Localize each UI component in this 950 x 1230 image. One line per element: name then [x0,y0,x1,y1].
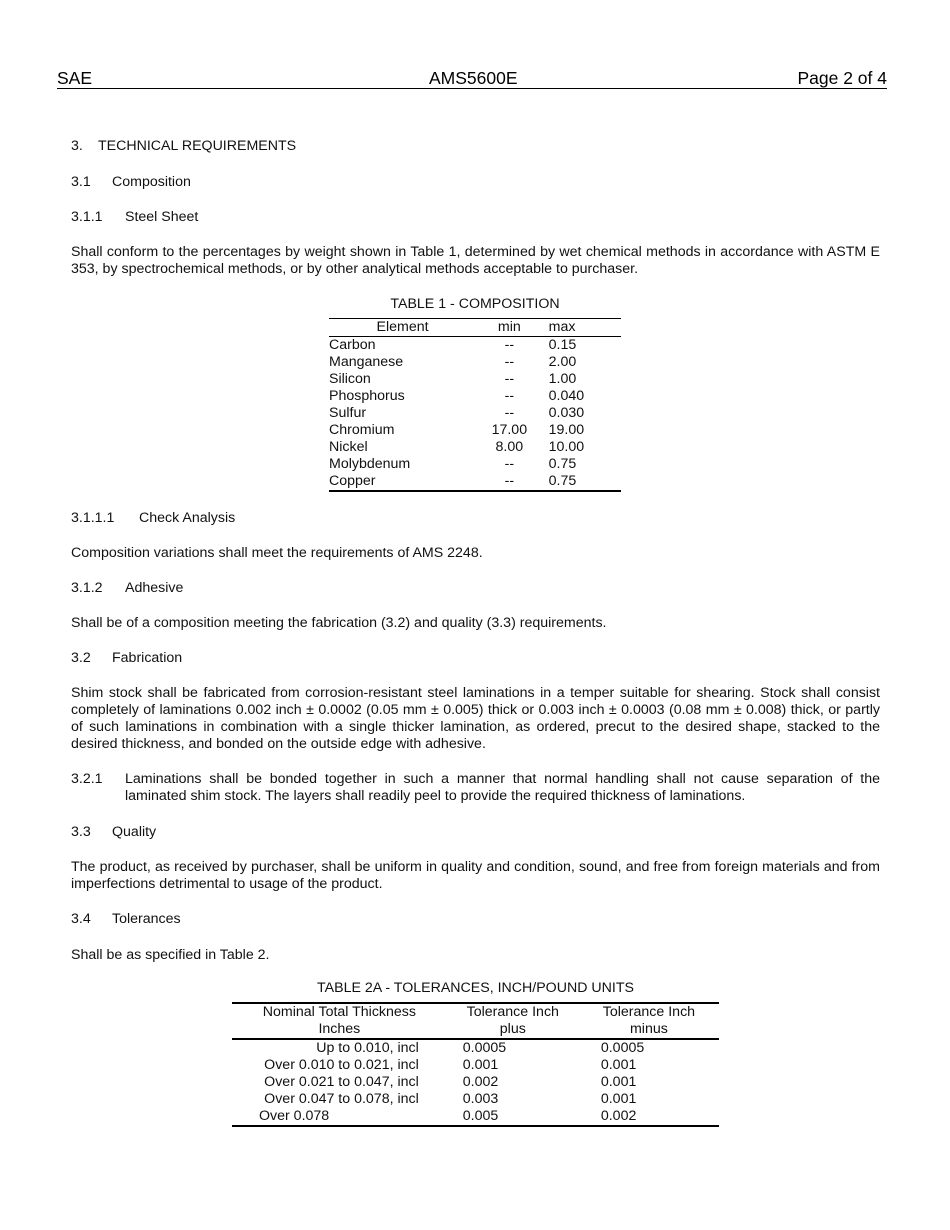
table-row [329,337,621,355]
cell-element: Silicon [329,371,371,387]
cell-minus: 0.001 [600,1091,637,1107]
cell-min: -- [504,456,515,472]
section-3-1-2-text: Shall be of a composition meeting the fabrication (3.2) and quality (3.3) requirements. [71,615,607,631]
table-row [329,456,621,473]
section-title: Composition [112,174,191,190]
table-row [329,354,621,371]
table-header-row [232,1003,719,1039]
table-row [329,371,621,388]
cell-plus: 0.005 [462,1108,499,1124]
table-row [329,473,621,491]
table-row [232,1091,719,1108]
section-title: TECHNICAL REQUIREMENTS [98,138,297,154]
table-2a-caption: TABLE 2A - TOLERANCES, INCH/POUND UNITS [317,980,634,996]
composition-table [329,318,621,492]
cell-min: 17.00 [491,422,528,438]
header-line: Tolerance Inch [602,1004,696,1020]
section-3-1-1-text: Shall conform to the percentages by weight shown in Table 1, determined by wet chemical methods in accordance with ASTM E 353, by spectrochemical methods, or by other analytical methods acceptable to purchaser. [71,244,880,277]
cell-nominal: Over 0.047 to 0.078, incl [264,1091,419,1107]
cell-nominal: Over 0.021 to 0.047, incl [264,1074,419,1090]
header-page-number: Page 2 of 4 [797,68,887,88]
cell-plus: 0.002 [462,1074,499,1090]
table-row [329,405,621,422]
section-3-1-1-1-text: Composition variations shall meet the requirements of AMS 2248. [71,545,483,561]
cell-max: 0.75 [548,473,577,489]
section-number: 3.3 [71,824,91,840]
section-title: Tolerances [112,911,181,927]
cell-nominal: Over 0.078 [259,1108,330,1124]
cell-min: -- [504,388,515,404]
cell-max: 1.00 [548,371,577,387]
section-title: Quality [112,824,157,840]
cell-element: Chromium [329,422,395,438]
cell-plus: 0.0005 [462,1040,507,1056]
cell-max: 2.00 [548,354,577,370]
section-3-2-1-text: Laminations shall be bonded together in such a manner that normal handling shall not cause separation of the laminated shim stock. The layers shall readily peel to provide the required thickness of laminations. [125,771,880,804]
tolerances-table [232,1002,719,1127]
section-3-heading [71,138,296,155]
section-title: Check Analysis [139,510,236,526]
cell-max: 0.15 [548,337,577,353]
cell-element: Nickel [329,439,368,455]
cell-max: 19.00 [548,422,585,438]
header-line: minus [629,1021,668,1037]
section-3-1-1-heading [71,209,198,226]
column-header-tolerance-plus [447,1003,579,1039]
cell-minus: 0.0005 [600,1040,645,1056]
cell-min: -- [504,405,515,421]
table-row [329,422,621,439]
cell-min: -- [504,473,515,489]
header-line: plus [499,1021,526,1037]
table-row [329,388,621,405]
section-3-2-text: Shim stock shall be fabricated from corrosion-resistant steel laminations in a temper suitable for shearing. Stock shall consist completely of laminations 0.002 inch ± 0.0002 (0.05 mm ± 0.005) thick or 0.003 inch ± 0.0003 (0.08 mm ± 0.008) thick, or partly of such laminations in combination with a single thicker lamination, as ordered, precut to the desired shape, stacked to the desired thickness, and bonded on the outside edge with adhesive. [71,685,880,752]
cell-minus: 0.001 [600,1057,637,1073]
section-3-2-heading [71,650,182,667]
table-header-row [329,319,621,337]
column-header-element: Element [376,319,429,335]
cell-min: -- [504,354,515,370]
cell-element: Carbon [329,337,376,353]
section-number: 3. [71,138,83,154]
section-number: 3.1.1 [71,209,103,225]
table-row [232,1108,719,1126]
cell-element: Phosphorus [329,388,405,404]
cell-nominal: Over 0.010 to 0.021, incl [264,1057,419,1073]
cell-element: Molybdenum [329,456,411,472]
section-3-1-heading [71,174,191,191]
section-3-4-text: Shall be as specified in Table 2. [71,947,270,963]
cell-min: -- [504,337,515,353]
section-number: 3.1.1.1 [71,510,115,526]
header-line: Nominal Total Thickness [262,1004,416,1020]
cell-max: 0.75 [548,456,577,472]
column-header-max: max [548,319,576,335]
cell-plus: 0.003 [462,1091,499,1107]
cell-element: Copper [329,473,376,489]
section-3-1-2-heading [71,580,183,597]
section-title: Fabrication [112,650,183,666]
cell-element: Sulfur [329,405,367,421]
cell-max: 10.00 [548,439,585,455]
page-header [57,68,887,89]
section-3-4-heading [71,911,181,928]
section-number: 3.4 [71,911,91,927]
section-3-1-1-1-heading [71,510,235,527]
header-line: Inches [318,1021,361,1037]
section-number: 3.1 [71,174,91,190]
cell-plus: 0.001 [462,1057,499,1073]
section-3-3-heading [71,824,156,841]
header-line: Tolerance Inch [466,1004,559,1020]
column-header-min: min [497,319,521,335]
section-3-3-text: The product, as received by purchaser, shall be uniform in quality and condition, sound, and free from foreign materials and from imperfections detrimental to usage of the product. [71,859,880,892]
cell-nominal: Up to 0.010, incl [316,1040,419,1056]
cell-element: Manganese [329,354,404,370]
section-number: 3.2 [71,650,91,666]
table-row [232,1039,719,1057]
column-header-nominal-thickness [232,1003,447,1039]
cell-min: -- [504,371,515,387]
section-title: Adhesive [125,580,184,596]
cell-max: 0.040 [548,388,585,404]
cell-minus: 0.002 [600,1108,637,1124]
table-row [232,1074,719,1091]
section-title: Steel Sheet [125,209,199,225]
header-doc-number: AMS5600E [429,68,518,88]
table-row [329,439,621,456]
table-row [232,1057,719,1074]
table-1-caption: TABLE 1 - COMPOSITION [390,296,560,312]
cell-max: 0.030 [548,405,585,421]
cell-minus: 0.001 [600,1074,637,1090]
cell-min: 8.00 [495,439,524,455]
section-number: 3.1.2 [71,580,103,596]
column-header-tolerance-minus [579,1003,719,1039]
header-org: SAE [57,68,93,88]
section-3-2-1-number: 3.2.1 [71,771,103,787]
